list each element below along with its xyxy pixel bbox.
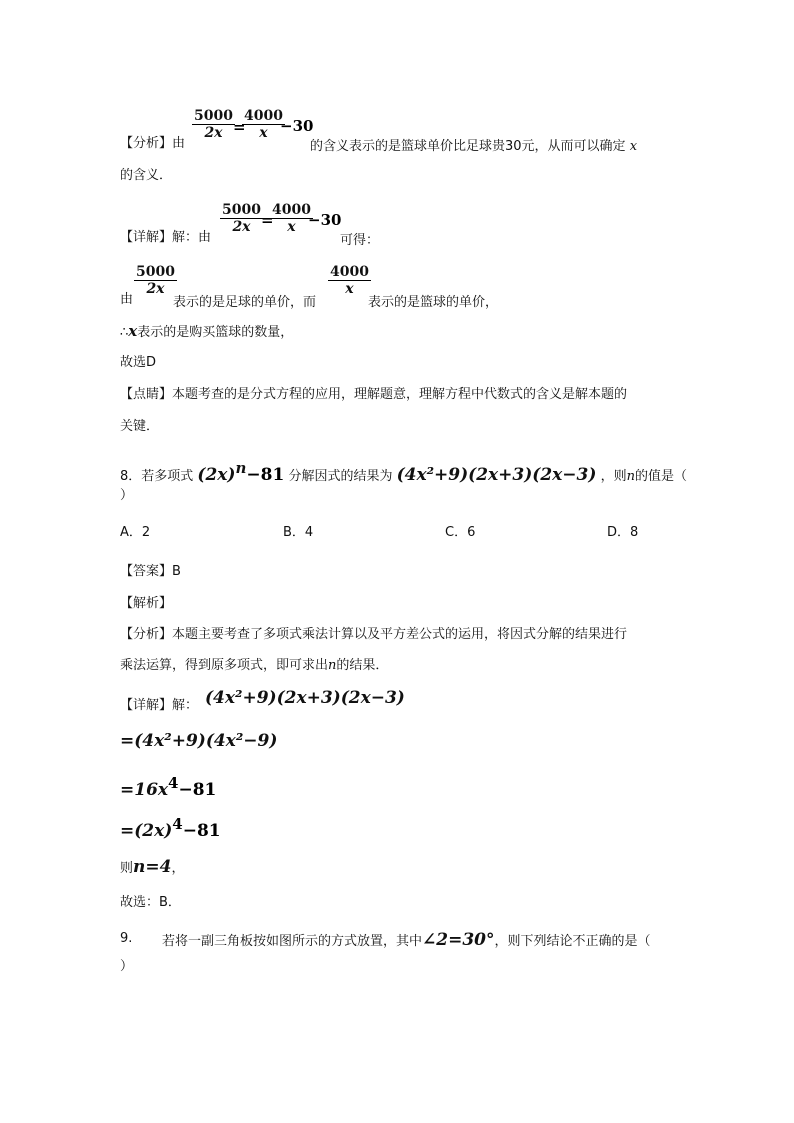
q9-stem [120, 930, 132, 948]
fraction-5000-over-2x [134, 264, 177, 297]
numerator: 4000 [244, 108, 283, 124]
numerator: 5000 [194, 108, 233, 124]
option-d: D．8 [607, 525, 639, 540]
step-2 [120, 774, 216, 801]
q8-analysis-line1: 【分析】本题主要考查了多项式乘法计算以及平方差公式的运用，将因式分解的结果进行 [120, 627, 628, 642]
q9-stem-body [162, 930, 651, 950]
var-n: n [328, 658, 337, 673]
step-0: (4x²+9)(2x+3)(2x−3) [205, 688, 405, 708]
factored-expression: (4x²+9)(2x+3)(2x−3) [396, 465, 597, 485]
q8-stem [120, 459, 687, 486]
q8-then-line [120, 858, 184, 878]
q7-analysis-line [120, 135, 185, 153]
q8-choose: 故选：B． [120, 895, 181, 910]
stem-a: 若将一副三角板按如图所示的方式放置，其中 [162, 934, 423, 949]
step-3-exponent: 4 [172, 815, 183, 833]
q7-analysis-tail [310, 135, 637, 154]
fraction-4000-over-x [328, 264, 371, 297]
step-3 [120, 815, 221, 842]
q8-detail-line [120, 697, 198, 715]
fraction-4000-over-x [270, 202, 313, 235]
equals-sign: = [261, 211, 274, 229]
denominator: x [259, 125, 268, 141]
q8-analysis-line2 [120, 657, 388, 675]
stem-tail1: ，则 [600, 469, 627, 484]
q8-answer: 【答案】B [120, 564, 181, 579]
stem-mid: 分解因式的结果为 [288, 469, 393, 484]
denominator: 2x [146, 281, 165, 297]
numerator: 5000 [136, 264, 175, 280]
denominator: x [287, 219, 296, 235]
analysis-tag: 【分析】由 [120, 136, 186, 151]
var-n: n [626, 469, 635, 484]
fraction-5000-over-2x [192, 108, 235, 141]
poly-rest: −81 [246, 465, 285, 485]
analysis-text-a: 乘法运算，得到原多项式，即可求出 [120, 658, 329, 673]
x-means-text: 表示的是购买篮球的数量， [137, 325, 294, 340]
poly-base: (2x) [197, 465, 236, 485]
minus-30: −30 [280, 117, 314, 135]
then-equation: n=4 [133, 857, 172, 877]
denominator: 2x [204, 125, 223, 141]
q7-analysis-line2: 的含义． [120, 168, 173, 183]
var-x: x [629, 139, 638, 154]
option-b: B．4 [283, 525, 314, 540]
by-text: 由 [120, 292, 134, 307]
then-tail: ， [171, 861, 185, 876]
means-football-text: 表示的是足球的单价，而 [173, 295, 317, 310]
therefore-line [120, 322, 293, 342]
q9-number: 9. [120, 931, 133, 946]
step-3-base: =(2x) [120, 821, 173, 841]
q7-choose: 故选D [120, 355, 157, 370]
q7-point-line2: 关键． [120, 419, 160, 434]
q9-stem-close: ） [120, 959, 134, 974]
step-3-rest: −81 [182, 821, 221, 841]
q7-detail-tail: 可得： [340, 233, 380, 248]
denominator: x [345, 281, 354, 297]
numerator: 4000 [330, 264, 369, 280]
then-text: 则 [120, 861, 134, 876]
poly-exponent: n [235, 459, 247, 477]
q7-point-line1: 【点睛】本题考查的是分式方程的应用，理解题意，理解方程中代数式的含义是解本题的 [120, 387, 628, 402]
numerator: 5000 [222, 202, 261, 218]
analysis-text-b: 的结果． [336, 658, 389, 673]
means-basketball-text: 表示的是篮球的单价， [368, 295, 499, 310]
numerator: 4000 [272, 202, 311, 218]
analysis-tail-text: 的含义表示的是篮球单价比足球贵30元，从而可以确定 [310, 139, 626, 154]
stem-prefix: 8．若多项式 [120, 469, 194, 484]
q8-parse-tag: 【解析】 [120, 596, 173, 611]
step-2-exponent: 4 [168, 774, 179, 792]
option-a: A．2 [120, 525, 151, 540]
fraction-4000-over-x [242, 108, 285, 141]
stem-b: ，则下列结论不正确的是（ [494, 934, 651, 949]
therefore-symbol: ∴ [120, 325, 129, 340]
equals-sign: = [233, 118, 246, 136]
denominator: 2x [232, 219, 251, 235]
fraction-5000-over-2x [220, 202, 263, 235]
q7-detail-tag: 【详解】解：由 [120, 230, 212, 245]
stem-tail2: 的值是（ [634, 469, 687, 484]
minus-30: −30 [308, 211, 342, 229]
detail-tag: 【详解】解： [120, 698, 199, 713]
q8-stem-close: ） [120, 488, 134, 503]
step-2-base: =16x [120, 780, 169, 800]
var-x: x [128, 322, 138, 340]
step-2-rest: −81 [178, 780, 217, 800]
angle-expression: ∠2=30° [422, 930, 495, 950]
step-1: =(4x²+9)(4x²−9) [120, 731, 278, 751]
option-c: C．6 [445, 525, 476, 540]
